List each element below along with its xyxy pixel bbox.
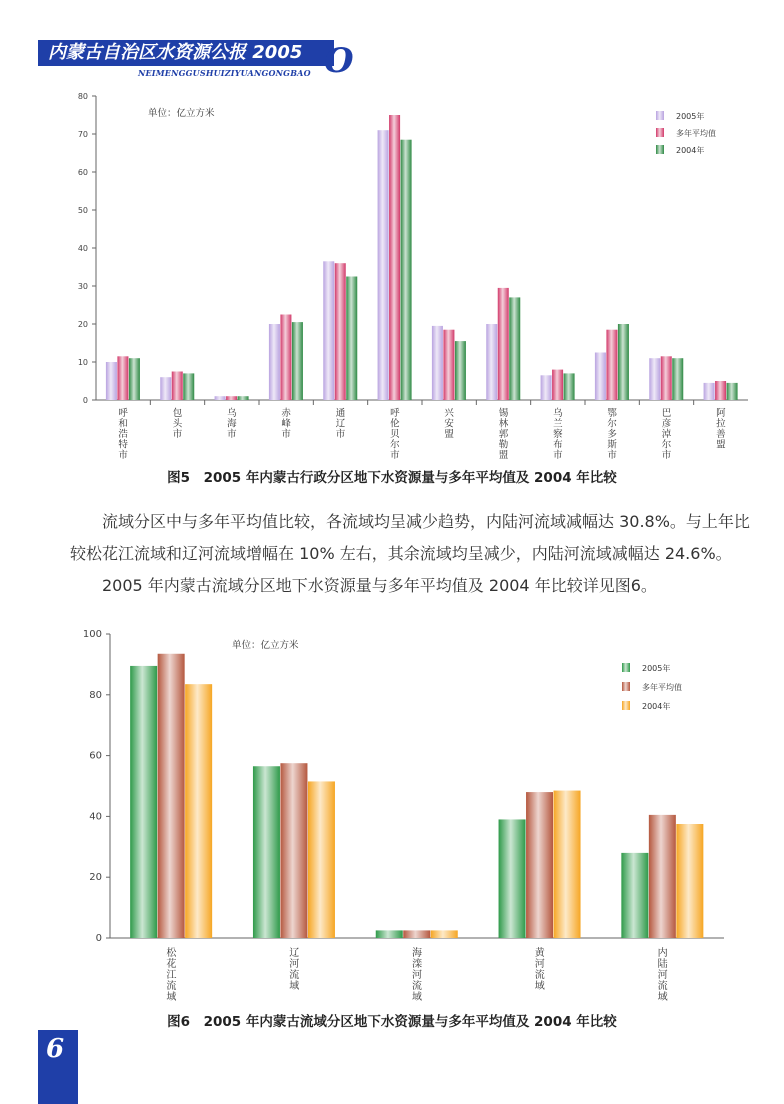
publication-subtitle: NEIMENGGUSHUIZIYUANGONGBAO [138,68,311,78]
bar-0-1 [158,654,185,938]
legend-swatch [656,128,664,137]
bar-6-0 [432,326,443,400]
bar-5-0 [378,130,389,400]
bar-1-1 [172,372,183,401]
y-tick-label: 40 [89,811,102,823]
bar-9-1 [606,330,617,400]
publication-title: 内蒙古自治区水资源公报 2005 [48,42,303,63]
category-label: 辽河流域 [289,948,300,992]
y-tick-label: 80 [89,689,102,701]
legend-swatch [656,145,664,154]
y-tick-label: 80 [77,92,88,101]
figure5-caption: 图5 2005 年内蒙古行政分区地下水资源量与多年平均值及 2004 年比较 [167,470,617,486]
y-tick-label: 10 [77,358,88,367]
legend-label: 2004年 [642,702,671,711]
bar-5-2 [401,140,412,400]
y-tick-label: 70 [77,130,88,139]
category-label: 鄂尔多斯市 [607,408,617,461]
bar-11-2 [727,383,738,400]
category-label: 兴安盟 [444,408,454,440]
bar-2-1 [403,930,430,938]
legend-label: 2005年 [676,112,705,121]
legend-label: 多年平均值 [676,129,716,138]
category-label: 松花江流域 [166,948,177,1003]
figure6-caption: 图6 2005 年内蒙古流域分区地下水资源量与多年平均值及 2004 年比较 [167,1014,617,1030]
bar-5-1 [389,115,400,400]
bar-10-1 [661,356,672,400]
unit-label: 单位：亿立方米 [232,640,299,651]
legend-label: 2005年 [642,664,671,673]
bar-2-0 [376,930,403,938]
bar-4-2 [346,277,357,401]
y-tick-label: 0 [82,396,88,405]
figure5-chart [0,80,784,470]
legend-swatch [622,701,630,710]
figure6-chart [0,622,784,1008]
bar-3-2 [554,791,581,938]
bar-0-2 [129,358,140,400]
bar-8-2 [564,373,575,400]
bar-0-1 [117,356,128,400]
bar-3-1 [280,315,291,401]
bar-7-1 [498,288,509,400]
paragraph-2: 2005 年内蒙古流域分区地下水资源量与多年平均值及 2004 年比较详见图6。 [102,576,657,595]
bar-3-0 [499,819,526,938]
category-label: 呼和浩特市 [118,408,128,461]
bar-1-2 [308,781,335,938]
body-text [70,506,754,602]
bar-11-1 [715,381,726,400]
bar-4-2 [676,824,703,938]
legend-swatch [622,682,630,691]
category-label: 巴彦淖尔市 [661,408,672,461]
legend-label: 2004年 [676,146,705,155]
bar-1-2 [183,373,194,400]
bar-2-1 [226,396,237,400]
bar-4-0 [621,853,648,938]
bar-11-0 [704,383,715,400]
bar-0-0 [130,666,157,938]
y-tick-label: 20 [77,320,88,329]
bar-2-0 [215,396,226,400]
bar-10-2 [672,358,683,400]
category-label: 海滦河流域 [412,948,422,1003]
legend-swatch [656,111,664,120]
y-tick-label: 30 [77,282,88,291]
bar-4-1 [649,815,676,938]
bar-0-0 [106,362,117,400]
y-tick-label: 60 [77,168,88,177]
header-letter-o: O [324,41,354,81]
category-label: 阿拉善盟 [716,408,726,451]
category-label: 呼伦贝尔市 [390,408,400,461]
category-label: 乌海市 [227,408,237,440]
y-tick-label: 40 [77,244,88,253]
category-label: 赤峰市 [281,408,291,440]
y-tick-label: 0 [95,933,102,944]
category-label: 内陆河流域 [657,948,668,1003]
paragraph-1: 流域分区中与多年平均值比较，各流域均呈减少趋势，内陆河流域减幅达 30.8%。与上年比较松花江流域和辽河流域增幅在 10% 左右，其余流域均呈减少，内陆河流域减幅达 24.6%。 [70,512,750,563]
bar-1-1 [280,763,307,938]
bar-8-0 [541,375,552,400]
y-tick-label: 50 [77,206,88,215]
bar-3-2 [292,322,303,400]
legend-label: 多年平均值 [642,683,682,692]
bar-10-0 [649,358,660,400]
bar-8-1 [552,370,563,400]
bar-3-1 [526,792,553,938]
y-tick-label: 60 [89,750,102,762]
category-label: 黄河流域 [534,948,545,992]
category-label: 通辽市 [335,408,346,440]
bar-9-0 [595,353,606,401]
bar-4-0 [323,261,334,400]
category-label: 包头市 [172,408,183,440]
bar-2-2 [431,930,458,938]
bar-7-0 [486,324,497,400]
y-tick-label: 100 [82,629,102,640]
page-number: 6 [46,1034,65,1064]
bar-0-2 [185,684,212,938]
bar-1-0 [253,766,280,938]
bar-4-1 [335,263,346,400]
legend-swatch [622,663,630,672]
bar-6-2 [455,341,466,400]
y-tick-label: 20 [89,872,102,884]
unit-label: 单位：亿立方米 [148,108,215,119]
bar-9-2 [618,324,629,400]
bar-1-0 [160,377,171,400]
category-label: 锡林郭勒盟 [498,408,509,461]
bar-3-0 [269,324,280,400]
category-label: 乌兰察布市 [553,408,563,461]
bar-2-2 [238,396,249,400]
bar-7-2 [509,297,520,400]
bar-6-1 [443,330,454,400]
